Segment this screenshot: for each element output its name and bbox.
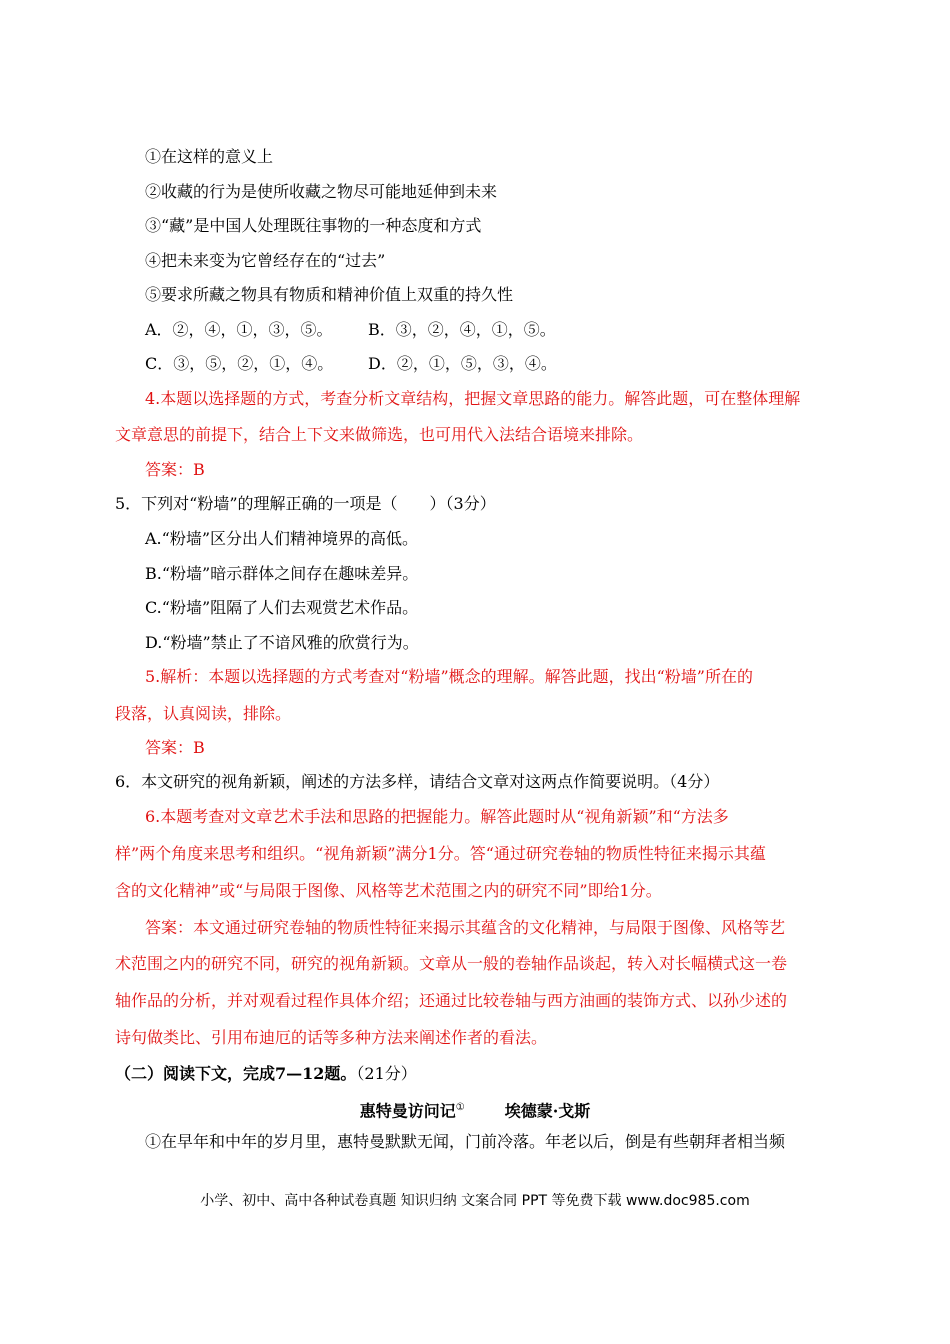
- q5-answer: 答案：B: [145, 738, 205, 757]
- section2-heading-text: （二）阅读下文，完成7—12题。: [115, 1064, 357, 1083]
- q6-analysis-line-1: 6.本题考查对文章艺术手法和思路的把握能力。解答此题时从“视角新颖”和“方法多: [145, 807, 729, 826]
- q4-analysis-line-2: 文章意思的前提下，结合上下文来做筛选，也可用代入法结合语境来排除。: [115, 425, 644, 444]
- section2-score: （21分）: [356, 1064, 417, 1083]
- q6-analysis-line-3: 含的文化精神”或“与局限于图像、风格等艺术范围之内的研究不同”即给1分。: [115, 881, 662, 900]
- q4-option-c: C．③，⑤，②，①，④。: [145, 354, 334, 373]
- article-author: 埃德蒙·戈斯: [504, 1101, 591, 1121]
- q5-analysis-line-1: 5.解析：本题以选择题的方式考查对“粉墙”概念的理解。解答此题，找出“粉墙”所在的: [145, 667, 753, 686]
- q5-option-b: B.“粉墙”暗示群体之间存在趣味差异。: [145, 564, 419, 583]
- q4-answer: 答案：B: [145, 460, 205, 479]
- q6-answer-line-1: 答案：本文通过研究卷轴的物质性特征来揭示其蕴含的文化精神，与局限于图像、风格等艺: [145, 918, 786, 937]
- q4-item-4: ④把未来变为它曾经存在的“过去”: [145, 251, 386, 270]
- article-title: 惠特曼访问记: [359, 1101, 456, 1121]
- q6-answer-line-3: 轴作品的分析，并对观看过程作具体介绍；还通过比较卷轴与西方油画的装饰方式、以孙少述的: [115, 991, 788, 1010]
- q4-option-d: D．②，①，⑤，③，④。: [368, 354, 557, 373]
- q6-analysis-line-2: 样”两个角度来思考和组织。“视角新颖”满分1分。答“通过研究卷轴的物质性特征来揭示其蕴: [115, 844, 766, 863]
- q4-options-row-1: [145, 319, 745, 341]
- q6-answer-line-4: 诗句做类比、引用布迪厄的话等多种方法来阐述作者的看法。: [115, 1028, 548, 1047]
- q4-item-5: ⑤要求所藏之物具有物质和精神价值上双重的持久性: [145, 285, 514, 304]
- q5-analysis-line-2: 段落，认真阅读，排除。: [115, 704, 292, 723]
- q4-options-row-2: [145, 353, 745, 375]
- q6-answer-line-2: 术范围之内的研究不同，研究的视角新颖。文章从一般的卷轴作品谈起，转入对长幅横式这一卷: [115, 954, 788, 973]
- q4-option-b: B．③，②，④，①，⑤。: [368, 320, 556, 339]
- q5-option-a: A.“粉墙”区分出人们精神境界的高低。: [145, 529, 419, 548]
- q4-item-2: ②收藏的行为是使所收藏之物尽可能地延伸到未来: [145, 182, 498, 201]
- q5-option-c: C.“粉墙”阻隔了人们去观赏艺术作品。: [145, 598, 419, 617]
- q5-option-d: D.“粉墙”禁止了不谙风雅的欣赏行为。: [145, 633, 419, 652]
- section2-heading: [115, 1063, 417, 1085]
- article-paragraph-1: ①在早年和中年的岁月里，惠特曼默默无闻，门前冷落。年老以后，倒是有些朝拜者相当频: [145, 1132, 786, 1151]
- q4-option-a: A．②，④，①，③，⑤。: [145, 320, 333, 339]
- article-title-block: [0, 1097, 950, 1122]
- q5-question: 5．下列对“粉墙”的理解正确的一项是（ ）（3分）: [115, 494, 496, 513]
- page-footer: 小学、初中、高中各种试卷真题 知识归纳 文案合同 PPT 等免费下载 www.doc985.com: [200, 1193, 750, 1209]
- q4-item-1: ①在这样的意义上: [145, 147, 274, 166]
- q4-analysis-line-1: 4.本题以选择题的方式，考查分析文章结构，把握文章思路的能力。解答此题，可在整体理解: [145, 389, 801, 408]
- q6-question: 6．本文研究的视角新颖，阐述的方法多样，请结合文章对这两点作简要说明。（4分）: [115, 772, 720, 791]
- article-title-note: ①: [455, 1102, 465, 1113]
- q4-item-3: ③“藏”是中国人处理既往事物的一种态度和方式: [145, 216, 482, 235]
